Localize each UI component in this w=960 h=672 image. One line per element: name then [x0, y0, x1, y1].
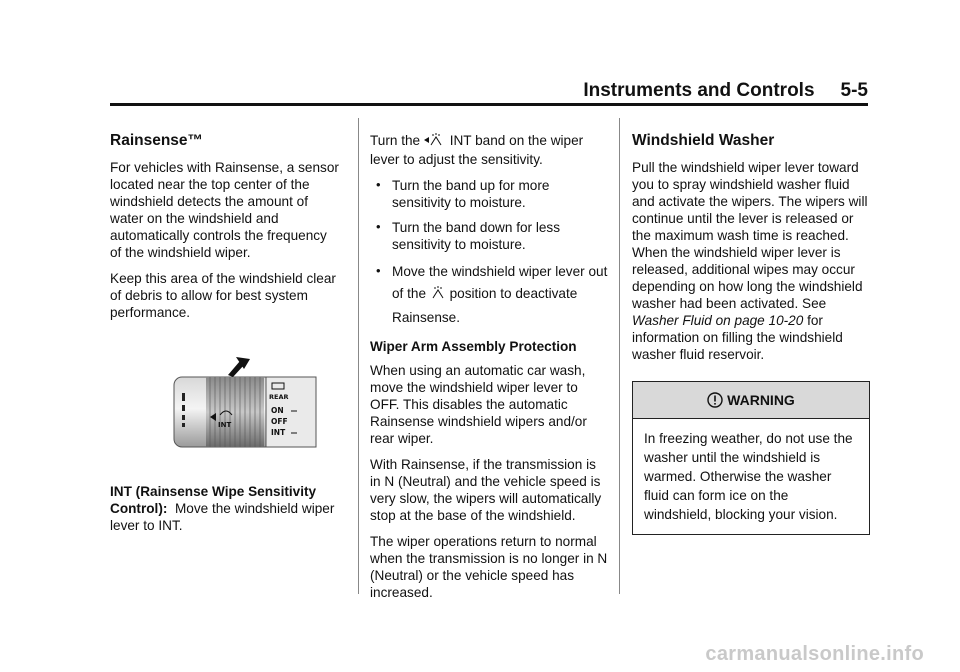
page-number: 5-5 [840, 80, 868, 101]
column-2 [370, 118, 610, 610]
int-control-label: INT (Rainsense Wipe Sensitivity Control): [110, 484, 317, 516]
rainsense-para-1: For vehicles with Rainsense, a sensor located near the top center of the windshield detects the amount of water on the windshield and automatically controls the frequency of the windshield wiper. [110, 160, 339, 260]
header-rule [110, 103, 868, 106]
neutral-para: With Rainsense, if the transmission is in N (Neutral) and the vehicle speed is very slow, the wipers will automatically stop at the base of the windshield. [370, 457, 602, 523]
washer-heading: Windshield Washer [632, 132, 775, 149]
int-control-text: Move the windshield wiper lever to INT. [110, 501, 335, 533]
column-1 [110, 118, 340, 543]
bullet3-before: Move the windshield wiper lever out of the [392, 264, 608, 301]
sensitivity-lead [370, 132, 610, 168]
wiper-lever-illustration [170, 355, 320, 455]
figure-on-label: ON [271, 406, 284, 415]
car-wash-para: When using an automatic car wash, move the windshield wiper lever to OFF. This disables the automatic Rainsense windshield wipers and/or rear wiper. [370, 363, 587, 446]
washer-fluid-link[interactable]: Washer Fluid on page 10-20 [632, 313, 804, 328]
wiper-lever-figure [170, 355, 320, 455]
int-control-para [110, 483, 340, 534]
figure-off-label: OFF [271, 417, 288, 426]
bullet-item: • Turn the band down for less sensitivity to moisture. [370, 219, 610, 253]
column-divider-1 [358, 118, 359, 594]
page-header-title [583, 80, 868, 102]
warning-exclamation-icon [707, 392, 723, 408]
column-3 [632, 118, 870, 535]
sensitivity-lead-after: INT band on the wiper lever to adjust the sensitivity. [370, 133, 584, 167]
rainsense-heading: Rainsense™ [110, 132, 204, 149]
sensitivity-bullets [370, 177, 610, 329]
sensitivity-lead-before: Turn the [370, 133, 421, 148]
warning-title: WARNING [727, 391, 795, 408]
warning-box [632, 381, 870, 535]
warning-text: In freezing weather, do not use the washer until the windshield is warmed. Otherwise the washer fluid can form ice on the windshield, blocking your vision. [644, 431, 853, 522]
washer-para-after: for information on filling the windshield washer fluid reservoir. [632, 313, 843, 362]
bullet3-after: position to deactivate Rainsense. [392, 286, 578, 325]
watermark: carmanualsonline.info [705, 643, 924, 665]
section-title: Instruments and Controls [583, 80, 815, 101]
column-divider-2 [619, 118, 620, 594]
rainsense-icon [430, 285, 446, 307]
figure-rear-label: REAR [269, 393, 289, 401]
figure-int-band-label: INT [218, 421, 232, 429]
wiper-arm-subhead: Wiper Arm Assembly Protection [370, 339, 577, 354]
washer-para [632, 159, 870, 363]
bullet-item [370, 261, 610, 329]
figure-int-label: INT [271, 428, 286, 437]
washer-para-before: Pull the windshield wiper lever toward you to spray windshield washer fluid and activate the wipers. The wipers will continue until the lever is released or the maximum wash time is reached. When the windshield wiper lever is released, additional wipes may occur depending on how long the windshield washer had been activated. See [632, 160, 868, 311]
bullet-item: • Turn the band up for more sensitivity to moisture. [370, 177, 610, 211]
warning-header [633, 382, 869, 419]
return-normal-para: The wiper operations return to normal when the transmission is no longer in N (Neutral) or the vehicle speed has increased. [370, 534, 608, 600]
rainsense-para-2: Keep this area of the windshield clear of debris to allow for best system performance. [110, 271, 336, 320]
rainsense-sensitivity-icon [424, 133, 446, 151]
